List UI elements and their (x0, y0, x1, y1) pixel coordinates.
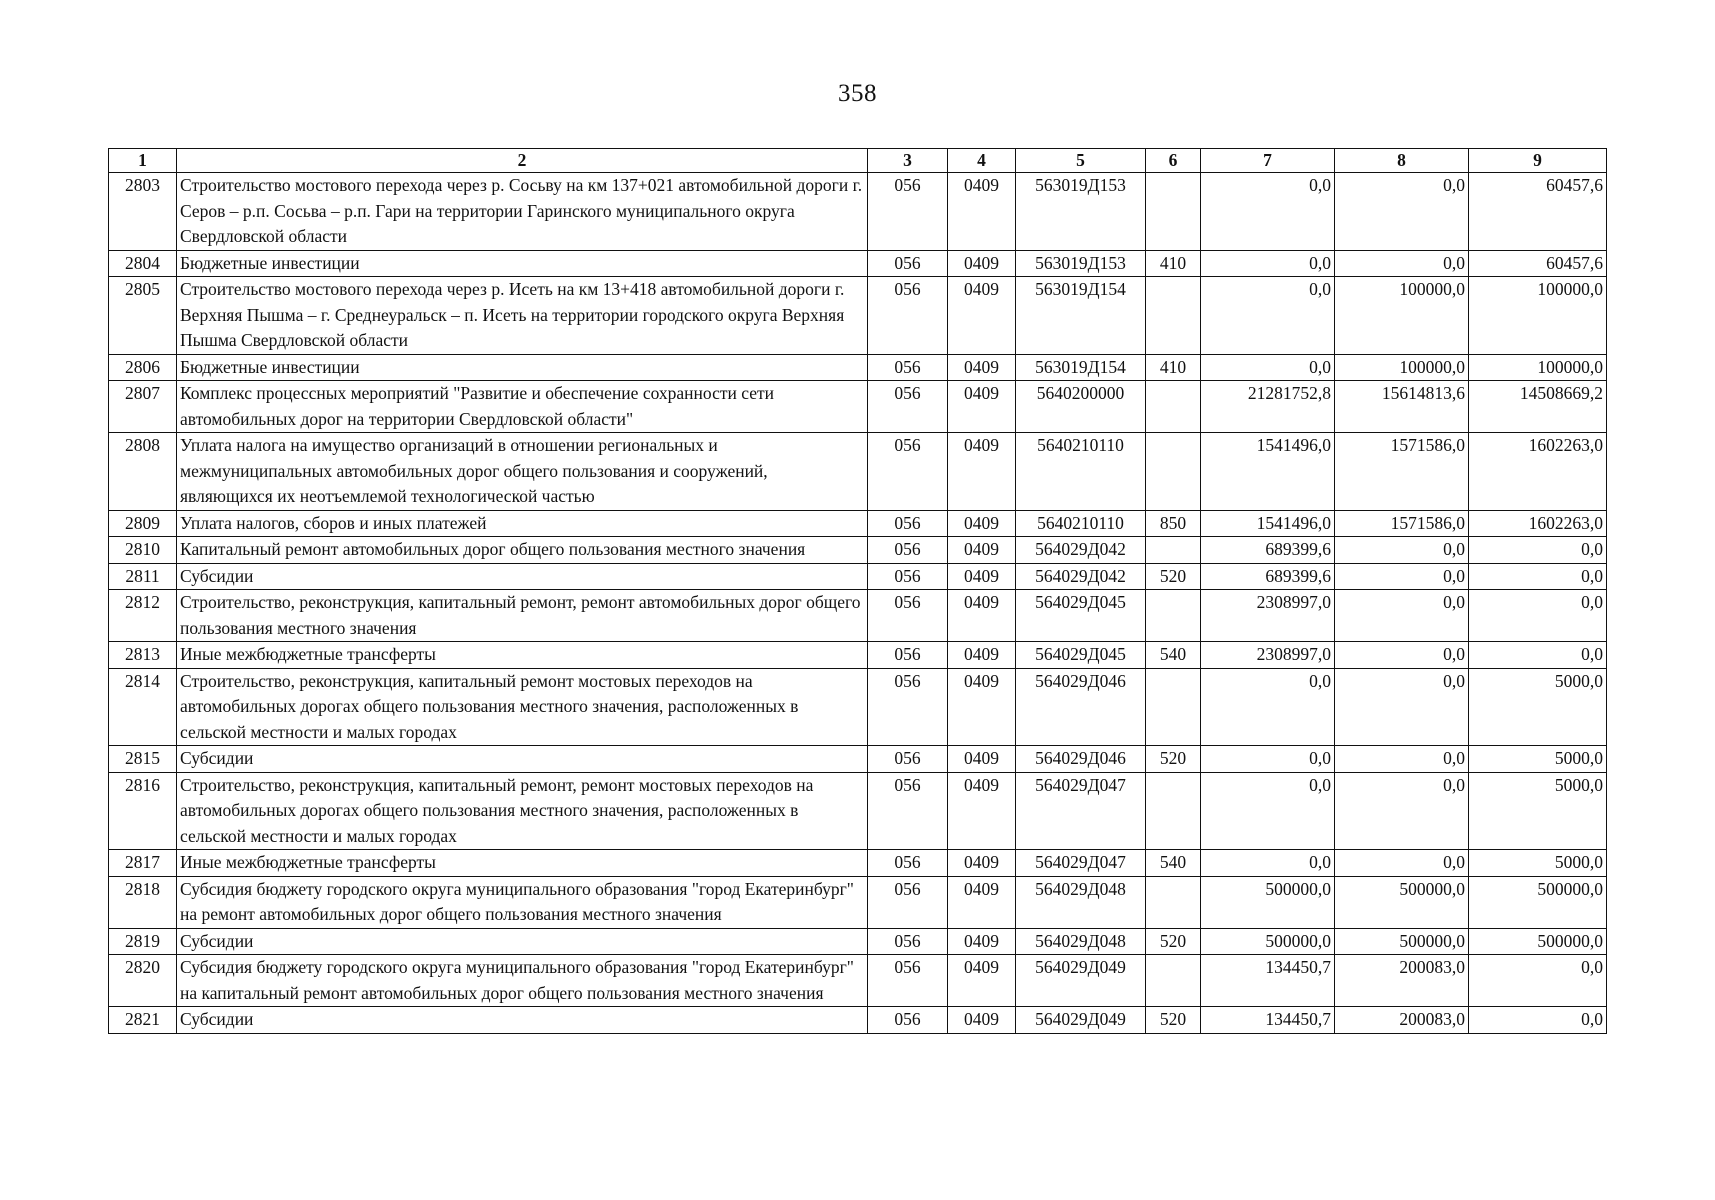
column-header: 5 (1016, 149, 1146, 173)
row-col3: 056 (868, 510, 948, 537)
row-col7: 0,0 (1201, 850, 1335, 877)
row-col4: 0409 (948, 850, 1016, 877)
row-col9: 1602263,0 (1469, 433, 1607, 511)
row-col8: 0,0 (1335, 772, 1469, 850)
row-col7: 1541496,0 (1201, 510, 1335, 537)
row-col3: 056 (868, 277, 948, 355)
table-row (109, 354, 1607, 381)
column-header: 8 (1335, 149, 1469, 173)
table-row (109, 642, 1607, 669)
row-col7: 689399,6 (1201, 563, 1335, 590)
row-col8: 100000,0 (1335, 354, 1469, 381)
row-name: Уплата налогов, сборов и иных платежей (177, 510, 868, 537)
row-name: Строительство, реконструкция, капитальный ремонт мостовых переходов на автомобильных дорогах общего пользования местного значения, расположенных в сельской местности и малых городах (177, 668, 868, 746)
table-row (109, 928, 1607, 955)
row-col8: 1571586,0 (1335, 510, 1469, 537)
row-number: 2815 (109, 746, 177, 773)
table-row (109, 1007, 1607, 1034)
row-col8: 500000,0 (1335, 928, 1469, 955)
row-col6: 520 (1146, 928, 1201, 955)
row-col7: 134450,7 (1201, 955, 1335, 1007)
row-col6: 520 (1146, 1007, 1201, 1034)
row-col8: 0,0 (1335, 746, 1469, 773)
column-header: 3 (868, 149, 948, 173)
row-col6 (1146, 381, 1201, 433)
row-col3: 056 (868, 955, 948, 1007)
column-header: 2 (177, 149, 868, 173)
row-col4: 0409 (948, 563, 1016, 590)
row-col6: 540 (1146, 850, 1201, 877)
page-number: 358 (838, 80, 877, 107)
row-col9: 60457,6 (1469, 250, 1607, 277)
row-col4: 0409 (948, 590, 1016, 642)
row-col7: 0,0 (1201, 173, 1335, 251)
row-col5: 564029Д047 (1016, 772, 1146, 850)
row-col7: 0,0 (1201, 772, 1335, 850)
column-header: 1 (109, 149, 177, 173)
row-col3: 056 (868, 668, 948, 746)
row-col3: 056 (868, 354, 948, 381)
row-col8: 0,0 (1335, 668, 1469, 746)
row-col9: 60457,6 (1469, 173, 1607, 251)
row-col5: 5640200000 (1016, 381, 1146, 433)
row-number: 2803 (109, 173, 177, 251)
row-col4: 0409 (948, 955, 1016, 1007)
table-row (109, 746, 1607, 773)
row-number: 2820 (109, 955, 177, 1007)
row-name: Субсидии (177, 746, 868, 773)
row-number: 2817 (109, 850, 177, 877)
row-number: 2818 (109, 876, 177, 928)
row-col4: 0409 (948, 250, 1016, 277)
row-col4: 0409 (948, 876, 1016, 928)
row-col5: 5640210110 (1016, 510, 1146, 537)
budget-table (108, 148, 1607, 1034)
row-col6 (1146, 955, 1201, 1007)
row-name: Строительство мостового перехода через р. Сосьву на км 137+021 автомобильной дороги г. Серов – р.п. Сосьва – р.п. Гари на территории Гаринского муниципального округа Свердловской области (177, 173, 868, 251)
row-col6 (1146, 590, 1201, 642)
row-col7: 2308997,0 (1201, 590, 1335, 642)
row-col9: 5000,0 (1469, 746, 1607, 773)
row-col3: 056 (868, 1007, 948, 1034)
row-col8: 0,0 (1335, 173, 1469, 251)
row-col9: 0,0 (1469, 537, 1607, 564)
row-col7: 0,0 (1201, 668, 1335, 746)
row-number: 2816 (109, 772, 177, 850)
row-number: 2809 (109, 510, 177, 537)
table-row (109, 510, 1607, 537)
row-col6: 520 (1146, 563, 1201, 590)
row-col5: 564029Д047 (1016, 850, 1146, 877)
row-col7: 1541496,0 (1201, 433, 1335, 511)
column-header: 4 (948, 149, 1016, 173)
row-number: 2814 (109, 668, 177, 746)
row-col4: 0409 (948, 510, 1016, 537)
row-name: Строительство, реконструкция, капитальный ремонт, ремонт мостовых переходов на автомобильных дорогах общего пользования местного значения, расположенных в сельской местности и малых городах (177, 772, 868, 850)
row-number: 2813 (109, 642, 177, 669)
row-name: Комплекс процессных мероприятий "Развитие и обеспечение сохранности сети автомобильных дорог на территории Свердловской области" (177, 381, 868, 433)
row-col8: 0,0 (1335, 250, 1469, 277)
row-col3: 056 (868, 772, 948, 850)
row-col4: 0409 (948, 668, 1016, 746)
row-col3: 056 (868, 642, 948, 669)
row-col5: 564029Д042 (1016, 563, 1146, 590)
row-col5: 564029Д046 (1016, 668, 1146, 746)
row-name: Иные межбюджетные трансферты (177, 850, 868, 877)
row-col8: 0,0 (1335, 850, 1469, 877)
row-col5: 563019Д154 (1016, 354, 1146, 381)
row-name: Бюджетные инвестиции (177, 354, 868, 381)
row-number: 2811 (109, 563, 177, 590)
row-name: Субсидия бюджету городского округа муниципального образования "город Екатеринбург" на ремонт автомобильных дорог общего пользования местного значения (177, 876, 868, 928)
row-col5: 563019Д153 (1016, 173, 1146, 251)
row-col4: 0409 (948, 772, 1016, 850)
table-row (109, 876, 1607, 928)
row-col9: 100000,0 (1469, 354, 1607, 381)
row-col4: 0409 (948, 1007, 1016, 1034)
row-col8: 100000,0 (1335, 277, 1469, 355)
row-col9: 500000,0 (1469, 876, 1607, 928)
table-row (109, 537, 1607, 564)
row-col5: 564029Д048 (1016, 876, 1146, 928)
row-col7: 21281752,8 (1201, 381, 1335, 433)
row-col7: 500000,0 (1201, 876, 1335, 928)
row-name: Субсидии (177, 1007, 868, 1034)
row-col6 (1146, 668, 1201, 746)
row-col9: 1602263,0 (1469, 510, 1607, 537)
row-name: Капитальный ремонт автомобильных дорог общего пользования местного значения (177, 537, 868, 564)
table-row (109, 433, 1607, 511)
row-col4: 0409 (948, 277, 1016, 355)
row-number: 2808 (109, 433, 177, 511)
row-col5: 564029Д045 (1016, 642, 1146, 669)
row-col6 (1146, 173, 1201, 251)
row-number: 2806 (109, 354, 177, 381)
row-col6 (1146, 433, 1201, 511)
row-col5: 564029Д049 (1016, 1007, 1146, 1034)
row-name: Субсидии (177, 928, 868, 955)
row-col5: 564029Д045 (1016, 590, 1146, 642)
row-col7: 0,0 (1201, 746, 1335, 773)
row-col9: 500000,0 (1469, 928, 1607, 955)
column-header: 7 (1201, 149, 1335, 173)
row-col4: 0409 (948, 433, 1016, 511)
row-col8: 1571586,0 (1335, 433, 1469, 511)
table-row (109, 772, 1607, 850)
row-col8: 0,0 (1335, 563, 1469, 590)
row-name: Субсидии (177, 563, 868, 590)
table-row (109, 668, 1607, 746)
row-col8: 15614813,6 (1335, 381, 1469, 433)
row-col3: 056 (868, 746, 948, 773)
table-row (109, 277, 1607, 355)
row-col3: 056 (868, 563, 948, 590)
table-row (109, 955, 1607, 1007)
row-col6: 410 (1146, 250, 1201, 277)
row-col9: 0,0 (1469, 955, 1607, 1007)
table-row (109, 850, 1607, 877)
row-col5: 564029Д049 (1016, 955, 1146, 1007)
row-col7: 689399,6 (1201, 537, 1335, 564)
row-col9: 14508669,2 (1469, 381, 1607, 433)
row-col3: 056 (868, 537, 948, 564)
row-col4: 0409 (948, 354, 1016, 381)
row-col7: 0,0 (1201, 250, 1335, 277)
row-number: 2819 (109, 928, 177, 955)
row-col5: 564029Д042 (1016, 537, 1146, 564)
table-row (109, 250, 1607, 277)
row-col3: 056 (868, 433, 948, 511)
row-col4: 0409 (948, 642, 1016, 669)
row-number: 2810 (109, 537, 177, 564)
row-col7: 0,0 (1201, 354, 1335, 381)
row-col8: 200083,0 (1335, 955, 1469, 1007)
row-col9: 0,0 (1469, 1007, 1607, 1034)
row-number: 2812 (109, 590, 177, 642)
row-name: Иные межбюджетные трансферты (177, 642, 868, 669)
row-name: Строительство мостового перехода через р. Исеть на км 13+418 автомобильной дороги г. Верхняя Пышма – г. Среднеуральск – п. Исеть на территории городского округа Верхняя Пышма Свердловской области (177, 277, 868, 355)
row-col4: 0409 (948, 928, 1016, 955)
table-row (109, 563, 1607, 590)
row-col7: 2308997,0 (1201, 642, 1335, 669)
row-col8: 0,0 (1335, 537, 1469, 564)
row-name: Бюджетные инвестиции (177, 250, 868, 277)
row-col3: 056 (868, 250, 948, 277)
row-col5: 564029Д048 (1016, 928, 1146, 955)
column-header: 6 (1146, 149, 1201, 173)
row-col9: 5000,0 (1469, 772, 1607, 850)
row-col9: 5000,0 (1469, 850, 1607, 877)
row-col9: 100000,0 (1469, 277, 1607, 355)
row-number: 2821 (109, 1007, 177, 1034)
row-number: 2807 (109, 381, 177, 433)
row-col5: 563019Д154 (1016, 277, 1146, 355)
row-col8: 0,0 (1335, 590, 1469, 642)
row-col6: 850 (1146, 510, 1201, 537)
row-col9: 0,0 (1469, 642, 1607, 669)
row-col3: 056 (868, 928, 948, 955)
row-name: Строительство, реконструкция, капитальный ремонт, ремонт автомобильных дорог общего пользования местного значения (177, 590, 868, 642)
row-number: 2805 (109, 277, 177, 355)
row-col7: 0,0 (1201, 277, 1335, 355)
row-col4: 0409 (948, 746, 1016, 773)
table-row (109, 173, 1607, 251)
row-name: Уплата налога на имущество организаций в отношении региональных и межмуниципальных автомобильных дорог общего пользования и сооружений, являющихся их неотъемлемой технологической частью (177, 433, 868, 511)
row-col5: 563019Д153 (1016, 250, 1146, 277)
row-col3: 056 (868, 876, 948, 928)
row-name: Субсидия бюджету городского округа муниципального образования "город Екатеринбург" на капитальный ремонт автомобильных дорог общего пользования местного значения (177, 955, 868, 1007)
row-col3: 056 (868, 590, 948, 642)
row-col9: 5000,0 (1469, 668, 1607, 746)
row-col6: 540 (1146, 642, 1201, 669)
column-header: 9 (1469, 149, 1607, 173)
row-col6: 520 (1146, 746, 1201, 773)
row-col6 (1146, 537, 1201, 564)
row-col8: 0,0 (1335, 642, 1469, 669)
table-row (109, 590, 1607, 642)
row-col4: 0409 (948, 381, 1016, 433)
row-col7: 134450,7 (1201, 1007, 1335, 1034)
row-number: 2804 (109, 250, 177, 277)
row-col8: 500000,0 (1335, 876, 1469, 928)
row-col3: 056 (868, 173, 948, 251)
row-col3: 056 (868, 850, 948, 877)
row-col4: 0409 (948, 537, 1016, 564)
row-col8: 200083,0 (1335, 1007, 1469, 1034)
row-col6 (1146, 277, 1201, 355)
row-col4: 0409 (948, 173, 1016, 251)
row-col5: 564029Д046 (1016, 746, 1146, 773)
row-col5: 5640210110 (1016, 433, 1146, 511)
row-col9: 0,0 (1469, 563, 1607, 590)
row-col6 (1146, 876, 1201, 928)
table-row (109, 381, 1607, 433)
row-col9: 0,0 (1469, 590, 1607, 642)
header-row (109, 149, 1607, 173)
row-col6: 410 (1146, 354, 1201, 381)
row-col7: 500000,0 (1201, 928, 1335, 955)
row-col3: 056 (868, 381, 948, 433)
row-col6 (1146, 772, 1201, 850)
